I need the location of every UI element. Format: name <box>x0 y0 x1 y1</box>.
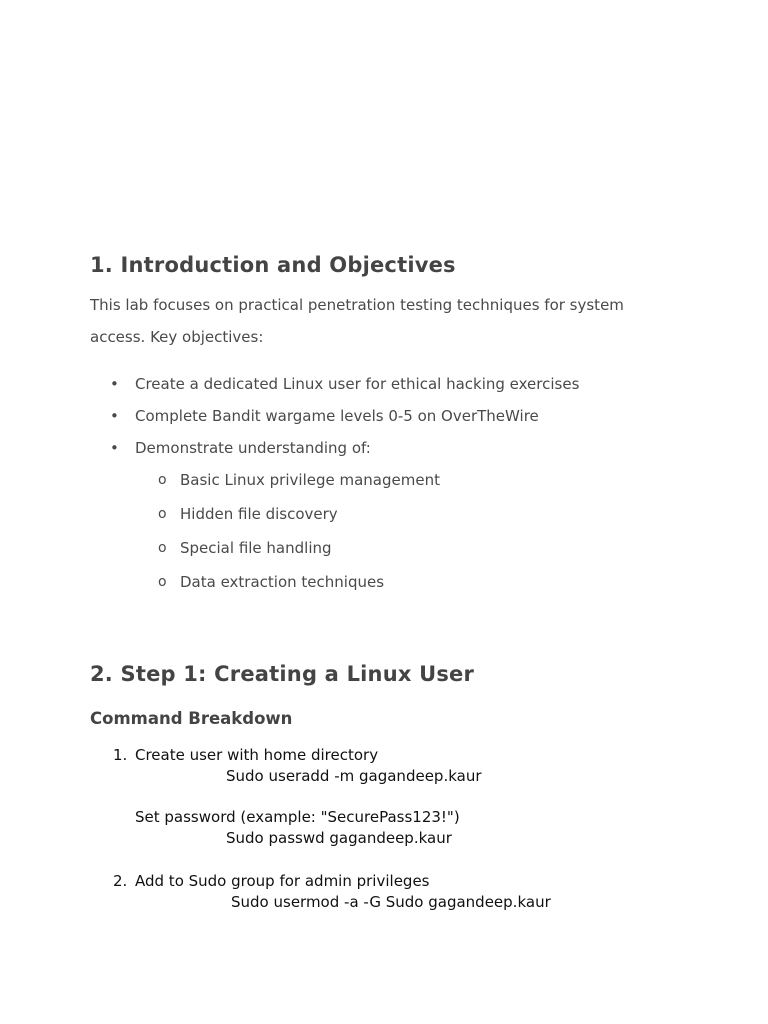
objective-bullet: Demonstrate understanding of: <box>135 439 371 457</box>
sub-objective-bullet: Basic Linux privilege management <box>180 471 440 489</box>
bullet-marker: • <box>110 407 119 425</box>
step-number: 1. <box>113 746 128 764</box>
objective-bullet: Create a dedicated Linux user for ethical hacking exercises <box>135 375 580 393</box>
sub-bullet-marker: o <box>158 472 167 488</box>
sub-bullet-marker: o <box>158 506 167 522</box>
sub-bullet-marker: o <box>158 540 167 556</box>
bullet-marker: • <box>110 439 119 457</box>
command-text: Sudo useradd -m gagandeep.kaur <box>226 767 482 785</box>
sub-bullet-marker: o <box>158 574 167 590</box>
step-label: Create user with home directory <box>135 746 379 764</box>
sub-objective-bullet: Special file handling <box>180 539 332 557</box>
command-text: Sudo usermod -a -G Sudo gagandeep.kaur <box>231 893 551 911</box>
command-text: Sudo passwd gagandeep.kaur <box>226 829 452 847</box>
section-2-heading: 2. Step 1: Creating a Linux User <box>90 662 475 686</box>
objective-bullet: Complete Bandit wargame levels 0-5 on OverTheWire <box>135 407 539 425</box>
step-label: Add to Sudo group for admin privileges <box>135 872 430 890</box>
command-breakdown-heading: Command Breakdown <box>90 709 293 728</box>
step-number: 2. <box>113 872 128 890</box>
sub-objective-bullet: Hidden file discovery <box>180 505 338 523</box>
section-1-heading: 1. Introduction and Objectives <box>90 253 456 277</box>
intro-paragraph: This lab focuses on practical penetration testing techniques for system access. Key objectives: <box>90 296 624 346</box>
step-label: Set password (example: "SecurePass123!") <box>135 808 460 826</box>
sub-objective-bullet: Data extraction techniques <box>180 573 385 591</box>
bullet-marker: • <box>110 375 119 393</box>
